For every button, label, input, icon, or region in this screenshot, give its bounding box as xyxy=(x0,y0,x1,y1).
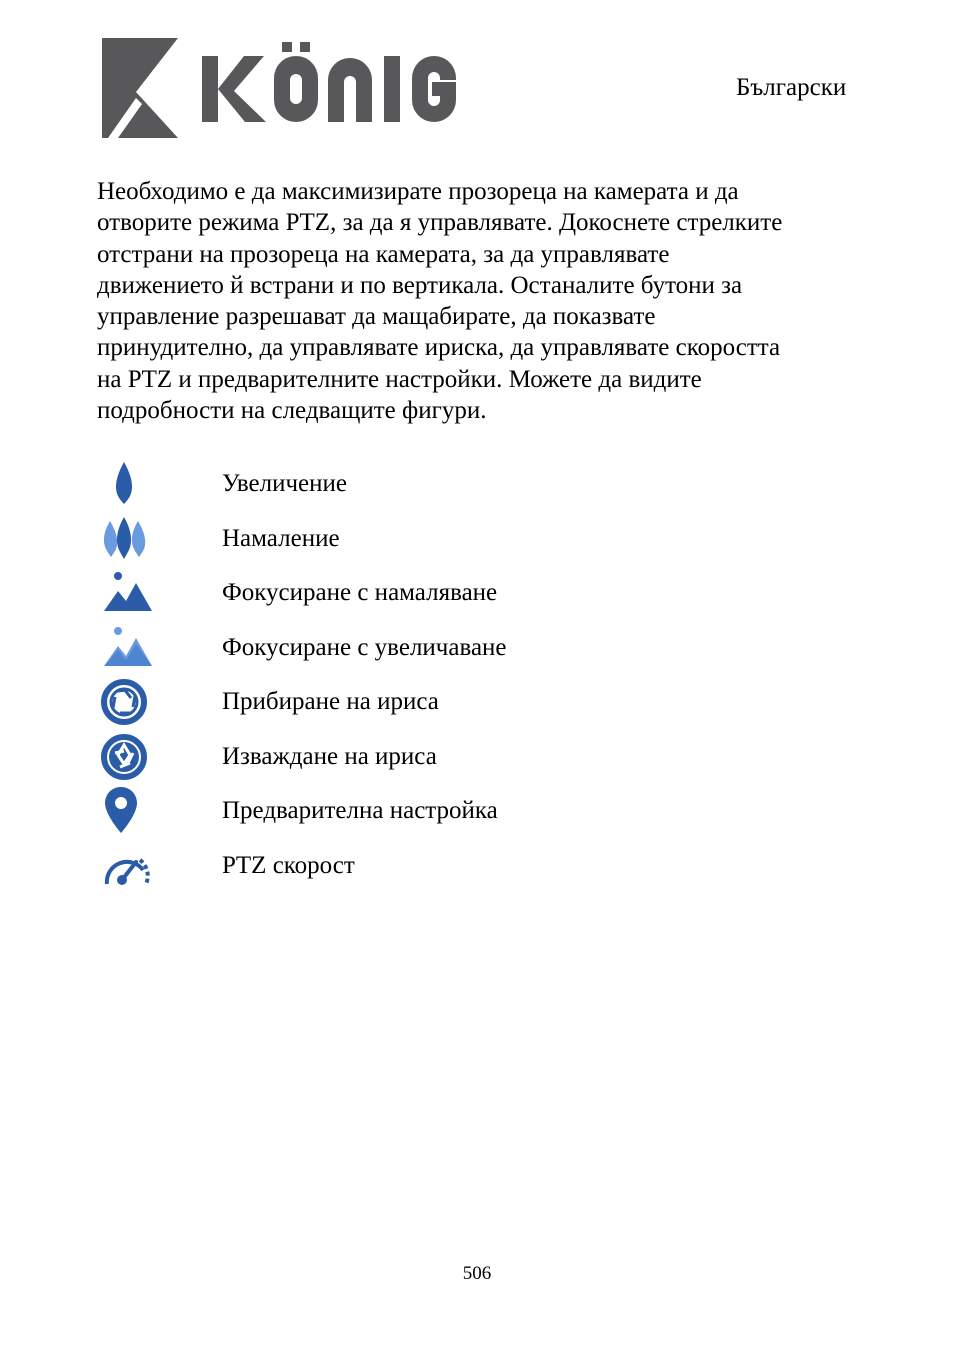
paragraph-line: отворите режима PTZ, за да я управлявате. Докоснете стрелките xyxy=(97,209,783,237)
language-label: Български xyxy=(736,74,847,101)
paragraph-line: движението й встрани и по вертикала. Останалите бутони за xyxy=(97,271,743,299)
iris-close-icon xyxy=(98,676,156,730)
paragraph-line: подробности на следващите фигури. xyxy=(97,397,487,425)
focus-in-icon xyxy=(98,622,156,676)
preset-pin-icon xyxy=(98,785,156,839)
legend-label: Увеличение xyxy=(222,470,348,497)
konig-logo xyxy=(98,34,518,144)
legend-row-zoom-in xyxy=(98,458,818,513)
legend-label: Фокусиране с увеличаване xyxy=(222,633,507,661)
zoom-in-icon xyxy=(98,458,156,512)
legend-row-ptz-speed xyxy=(98,840,818,895)
icon-legend xyxy=(98,458,818,894)
legend-label: Предварителна настройка xyxy=(222,797,498,824)
iris-open-icon xyxy=(98,731,156,785)
paragraph-line: принудително, да управлявате ириска, да управлявате скоростта xyxy=(97,334,781,362)
ptz-speed-icon xyxy=(98,840,156,894)
paragraph-line: управление разрешават да мащабирате, да показвате xyxy=(97,303,656,331)
legend-row-zoom-out xyxy=(98,513,818,568)
legend-label: Прибиране на ириса xyxy=(222,688,439,715)
page-number: 506 xyxy=(462,1263,492,1284)
legend-row-focus-out xyxy=(98,567,818,622)
focus-out-icon xyxy=(98,567,156,621)
paragraph-line: отстрани на прозореца на камерата, за да управлявате xyxy=(97,240,670,268)
legend-row-iris-open xyxy=(98,731,818,786)
legend-row-preset xyxy=(98,785,818,840)
legend-row-iris-close xyxy=(98,676,818,731)
legend-label: Фокусиране с намаляване xyxy=(222,579,498,606)
instruction-paragraph xyxy=(97,176,857,426)
zoom-out-icon xyxy=(98,513,156,567)
legend-row-focus-in xyxy=(98,622,818,677)
legend-label: Изваждане на ириса xyxy=(222,742,437,770)
paragraph-line: на PTZ и предварителните настройки. Можете да видите xyxy=(97,365,702,393)
legend-label: PTZ скорост xyxy=(222,851,355,879)
paragraph-line: Необходимо е да максимизирате прозореца на камерата и да xyxy=(97,178,739,205)
legend-label: Намаление xyxy=(222,524,340,552)
